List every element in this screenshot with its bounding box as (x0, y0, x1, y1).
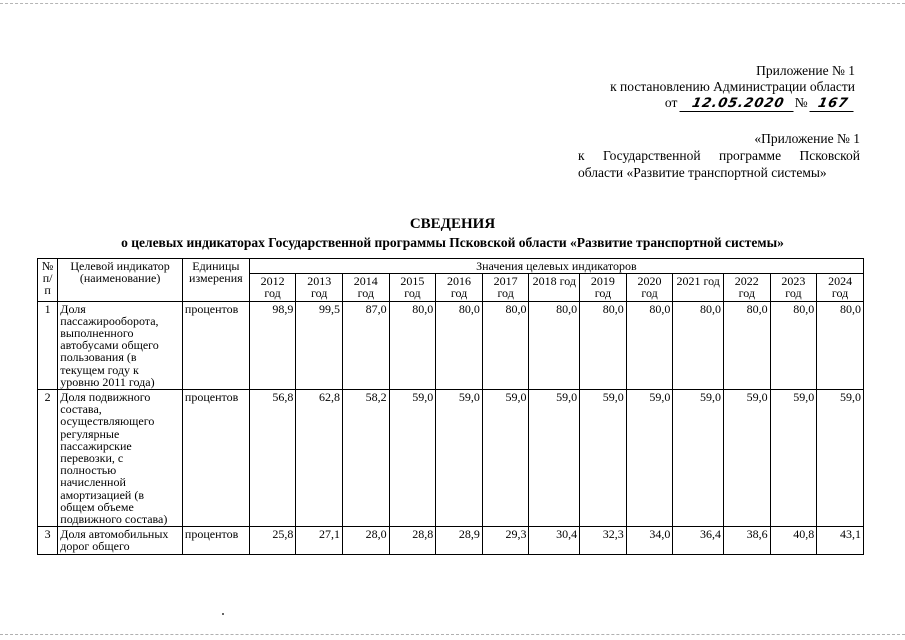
indicator-value: 59,0 (770, 390, 817, 527)
indicator-value: 38,6 (724, 527, 771, 554)
header-year: 2019 год (580, 274, 627, 301)
indicator-value: 56,8 (249, 390, 296, 527)
number-label: № (794, 95, 808, 110)
scan-edge-bottom (0, 634, 905, 635)
indicator-unit: процентов (182, 301, 249, 389)
header-year: 2024 год (817, 274, 864, 301)
indicator-value: 59,0 (817, 390, 864, 527)
header-year: 2014 год (343, 274, 390, 301)
row-number: 2 (38, 390, 58, 527)
header-year: 2023 год (770, 274, 817, 301)
from-label: от (664, 95, 678, 110)
scan-speck (222, 613, 224, 615)
indicator-value: 80,0 (673, 301, 724, 389)
appendix-program-block (578, 130, 860, 181)
table-row (38, 390, 864, 527)
indicator-value: 27,1 (296, 527, 343, 554)
indicator-value: 32,3 (580, 527, 627, 554)
indicator-value: 59,0 (389, 390, 436, 527)
indicator-value: 59,0 (529, 390, 580, 527)
indicator-value: 99,5 (296, 301, 343, 389)
indicator-value: 59,0 (673, 390, 724, 527)
appendix-decree-block (555, 63, 855, 112)
indicator-value: 59,0 (580, 390, 627, 527)
row-number: 1 (38, 301, 58, 389)
indicator-value: 34,0 (626, 527, 673, 554)
indicator-value: 59,0 (626, 390, 673, 527)
indicator-value: 80,0 (436, 301, 483, 389)
appendix-decree-title: Приложение № 1 (756, 63, 855, 78)
indicator-value: 28,0 (343, 527, 390, 554)
indicators-table (37, 258, 864, 555)
appendix-program-line-2: к Государственной программе Псковской (578, 148, 860, 163)
indicator-value: 28,9 (436, 527, 483, 554)
document-subtitle: о целевых индикаторах Государственной программы Псковской области «Развитие транспортной системы» (121, 235, 784, 250)
indicator-value: 28,8 (389, 527, 436, 554)
indicator-unit: процентов (182, 527, 249, 554)
header-year: 2017 год (482, 274, 529, 301)
appendix-program-title: «Приложение № 1 (754, 131, 860, 146)
indicator-value: 80,0 (817, 301, 864, 389)
scan-edge-top (0, 3, 905, 4)
appendix-decree-subtitle: к постановлению Администрации области (610, 79, 855, 94)
indicator-name: Доля подвижного состава, осуществляющего регулярные пассажирские перевозки, с полностью начисленной амортизацией (в общем объеме подвижного состава) (58, 390, 183, 527)
handwritten-date: 12.05.2020 (679, 97, 796, 112)
header-row-group (38, 259, 864, 274)
handwritten-number: 167 (809, 97, 856, 112)
indicator-name: Доля пассажирооборота, выполненного автобусами общего пользования (в текущем году к уровню 2011 года) (58, 301, 183, 389)
indicator-value: 80,0 (389, 301, 436, 389)
row-number: 3 (38, 527, 58, 554)
indicator-value: 87,0 (343, 301, 390, 389)
indicator-value: 40,8 (770, 527, 817, 554)
header-year: 2018 год (529, 274, 580, 301)
header-year: 2021 год (673, 274, 724, 301)
header-year: 2020 год (626, 274, 673, 301)
table-row (38, 527, 864, 554)
header-unit: Единицы измерения (182, 259, 249, 302)
header-values-group: Значения целевых индикаторов (249, 259, 863, 274)
indicator-name: Доля автомобильных дорог общего (58, 527, 183, 554)
header-year: 2015 год (389, 274, 436, 301)
appendix-program-line-3: области «Развитие транспортной системы» (578, 165, 827, 180)
appendix-decree-date-line (555, 95, 855, 112)
indicator-value: 59,0 (436, 390, 483, 527)
indicator-value: 59,0 (724, 390, 771, 527)
indicator-value: 59,0 (482, 390, 529, 527)
indicator-value: 25,8 (249, 527, 296, 554)
header-year: 2013 год (296, 274, 343, 301)
header-year: 2022 год (724, 274, 771, 301)
indicator-value: 36,4 (673, 527, 724, 554)
indicator-value: 58,2 (343, 390, 390, 527)
header-number: № п/п (38, 259, 58, 302)
header-year: 2012 год (249, 274, 296, 301)
indicator-unit: процентов (182, 390, 249, 527)
indicator-value: 29,3 (482, 527, 529, 554)
indicator-value: 98,9 (249, 301, 296, 389)
indicator-value: 80,0 (626, 301, 673, 389)
table-row (38, 301, 864, 389)
indicator-value: 62,8 (296, 390, 343, 527)
indicator-value: 80,0 (529, 301, 580, 389)
indicator-value: 30,4 (529, 527, 580, 554)
indicator-value: 80,0 (580, 301, 627, 389)
indicator-value: 80,0 (770, 301, 817, 389)
indicator-value: 43,1 (817, 527, 864, 554)
header-year: 2016 год (436, 274, 483, 301)
document-title: СВЕДЕНИЯ (409, 216, 496, 232)
indicator-value: 80,0 (482, 301, 529, 389)
header-indicator-name: Целевой индикатор (наименование) (58, 259, 183, 302)
indicator-value: 80,0 (724, 301, 771, 389)
